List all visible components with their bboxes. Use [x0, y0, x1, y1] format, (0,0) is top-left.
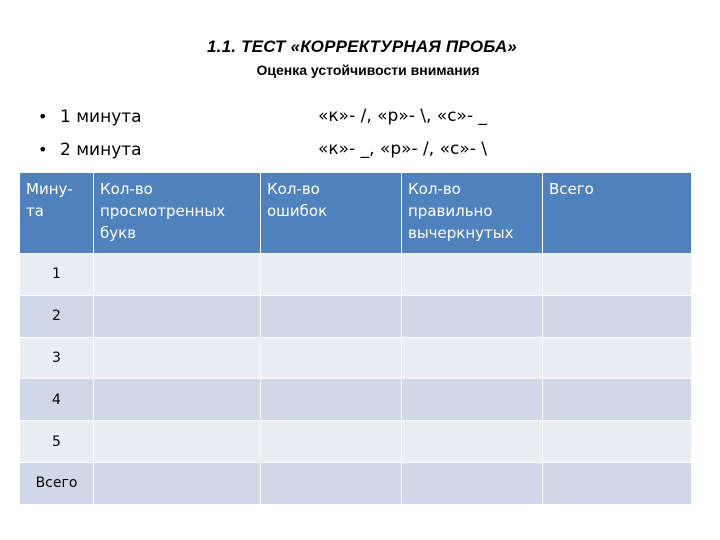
- table-cell[interactable]: [261, 337, 402, 379]
- row-label: Всего: [20, 462, 94, 504]
- header-correct: [402, 173, 543, 253]
- table-cell[interactable]: [94, 378, 261, 420]
- row-label: 3: [20, 337, 94, 379]
- table-cell[interactable]: [543, 378, 691, 420]
- table-cell[interactable]: [402, 337, 543, 379]
- marking-rules: [318, 100, 487, 166]
- header-label: Кол-во просмотренных букв: [100, 180, 226, 242]
- bullet-icon: •: [38, 107, 48, 126]
- table-cell[interactable]: [402, 253, 543, 295]
- table-row: [20, 253, 691, 295]
- header-viewed-letters: [94, 173, 261, 253]
- rule-line-2: «к»- _, «р»- /, «с»- \: [318, 139, 487, 159]
- row-label: 1: [20, 253, 94, 295]
- table-cell[interactable]: [402, 295, 543, 337]
- header-label: Кол-во правильно вычеркнутых: [408, 180, 514, 242]
- table-cell[interactable]: [94, 295, 261, 337]
- table-cell[interactable]: [94, 253, 261, 295]
- header-errors: [261, 173, 402, 253]
- table-cell[interactable]: [94, 462, 261, 504]
- table-cell[interactable]: [543, 337, 691, 379]
- bullet-icon: •: [38, 140, 48, 159]
- table-row: [20, 295, 691, 337]
- list-item: [38, 133, 142, 166]
- table-cell[interactable]: [261, 295, 402, 337]
- table-header-row: [20, 173, 691, 253]
- table-cell[interactable]: [543, 462, 691, 504]
- table-cell[interactable]: [94, 420, 261, 462]
- table-cell[interactable]: [402, 462, 543, 504]
- table-cell[interactable]: [261, 378, 402, 420]
- duration-label: 2 минута: [60, 140, 142, 160]
- table-cell[interactable]: [543, 295, 691, 337]
- header-label: Мину- та: [26, 180, 73, 220]
- header-label: Кол-во ошибок: [267, 180, 328, 220]
- results-table: [20, 173, 691, 504]
- table-cell[interactable]: [402, 378, 543, 420]
- table-cell[interactable]: [94, 337, 261, 379]
- table-cell[interactable]: [261, 253, 402, 295]
- table-row: [20, 420, 691, 462]
- table-cell[interactable]: [543, 420, 691, 462]
- table-cell[interactable]: [261, 420, 402, 462]
- header-total: [543, 173, 691, 253]
- table-row: [20, 337, 691, 379]
- table-cell[interactable]: [543, 253, 691, 295]
- duration-list: [38, 100, 142, 166]
- table-row: [20, 378, 691, 420]
- list-item: [38, 100, 142, 133]
- table-cell[interactable]: [261, 462, 402, 504]
- header-label: Всего: [549, 180, 594, 198]
- duration-label: 1 минута: [60, 107, 142, 127]
- header-minute: [20, 173, 94, 253]
- row-label: 2: [20, 295, 94, 337]
- page-subtitle: Оценка устойчивости внимания: [256, 62, 480, 78]
- row-label: 4: [20, 378, 94, 420]
- page-title: 1.1. ТЕСТ «КОРРЕКТУРНАЯ ПРОБА»: [207, 37, 517, 56]
- table-row-total: [20, 462, 691, 504]
- row-label: 5: [20, 420, 94, 462]
- table-cell[interactable]: [402, 420, 543, 462]
- rule-line-1: «к»- /, «р»- \, «с»- _: [318, 106, 487, 126]
